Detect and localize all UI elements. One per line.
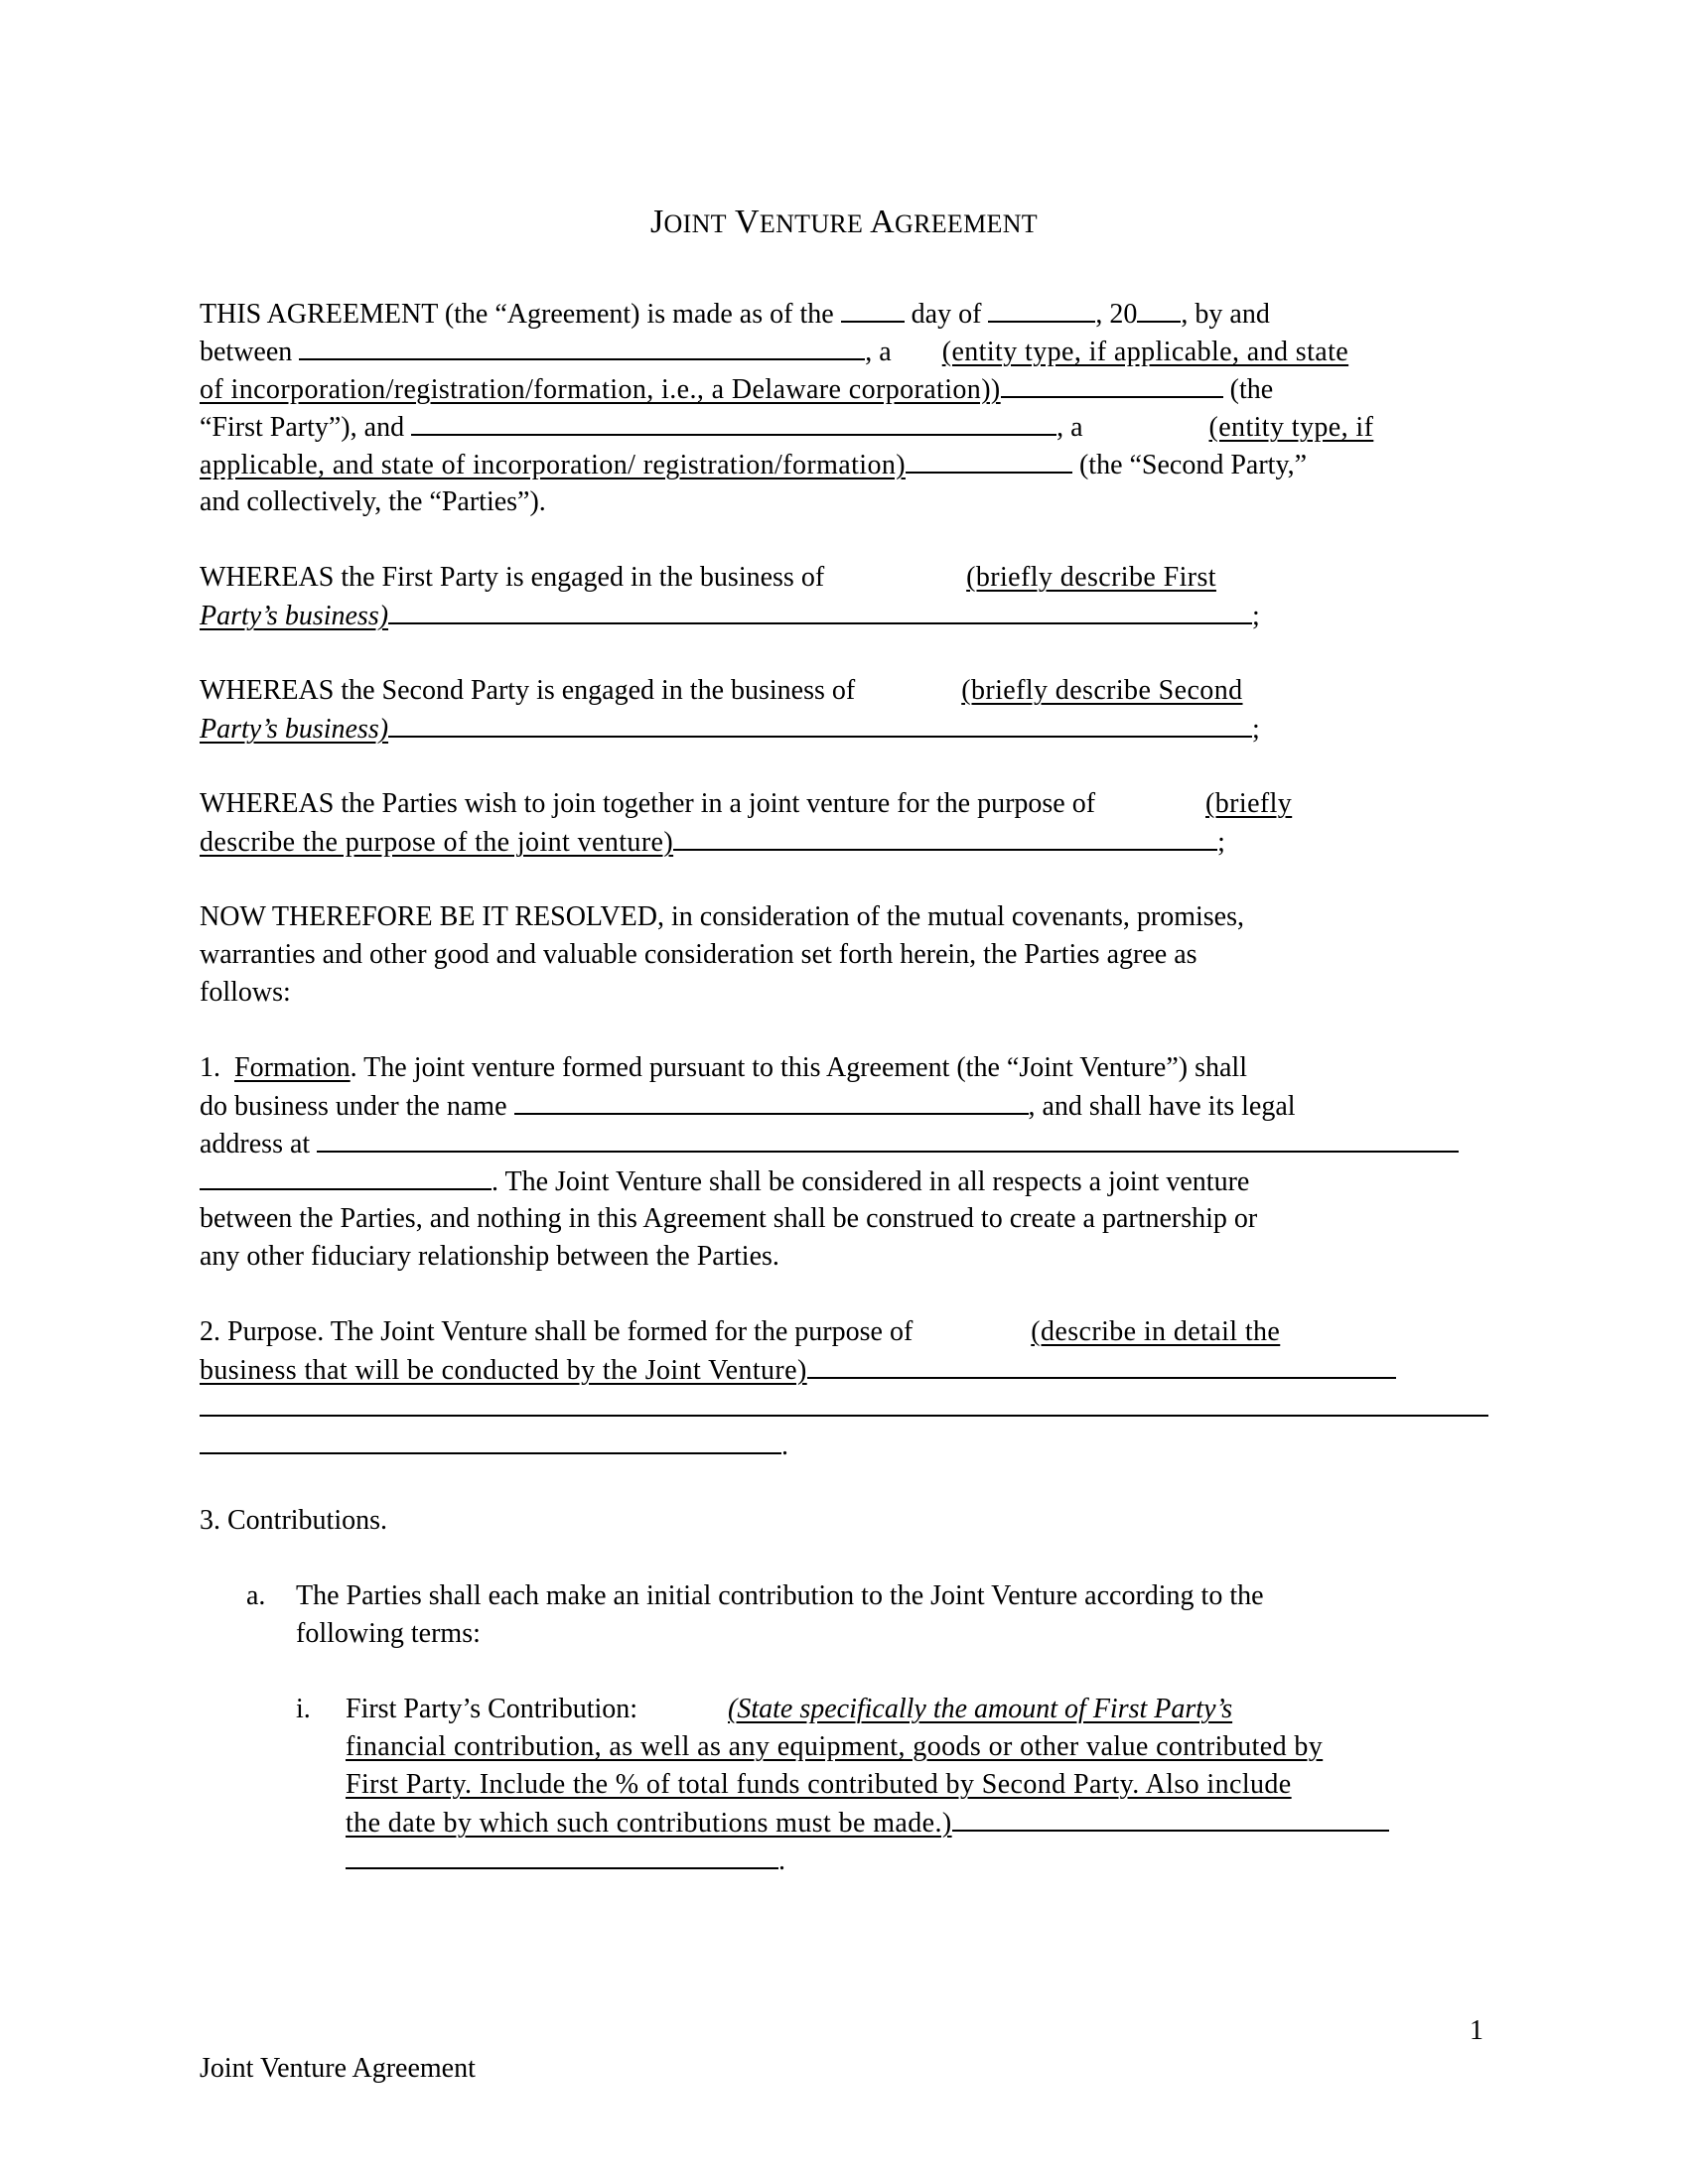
- text-span: warranties and other good and valuable consideration set forth herein, the Parties agree as: [200, 939, 1197, 970]
- text-span: (entity type, if applicable, and state: [941, 337, 1349, 367]
- text-span: , by and: [1181, 299, 1270, 330]
- text-span: , a: [865, 337, 892, 367]
- formation-heading: Formation: [234, 1052, 351, 1083]
- second-party-business-blank: [388, 710, 1252, 738]
- text-span: between: [200, 337, 293, 367]
- contribution-i-line-5: [346, 1842, 785, 1880]
- text-span: applicable, and state of incorporation/ registration/formation): [200, 450, 906, 480]
- month-blank: [988, 295, 1095, 323]
- formation-line-4: [200, 1162, 1249, 1201]
- text-span: (the “Second Party,”: [1078, 450, 1308, 480]
- resolved-line-1: [200, 898, 1244, 936]
- text-span: (State specifically the amount of First Party’s: [728, 1694, 1233, 1724]
- intro-line-6: [200, 483, 546, 521]
- purpose-line-4: [200, 1427, 788, 1465]
- legal-address-blank-cont: [200, 1162, 492, 1190]
- intro-line-2: [200, 333, 1348, 371]
- blank-spacer: [831, 560, 966, 586]
- text-span: J: [650, 204, 664, 240]
- whereas-first-party-line-1: [200, 559, 1216, 597]
- text-span: (briefly: [1205, 788, 1293, 819]
- text-span: . The Joint Venture shall be considered in all respects a joint venture: [492, 1166, 1250, 1197]
- contribution-a-line-1: [296, 1577, 1264, 1615]
- text-span: (briefly describe Second: [961, 675, 1243, 706]
- second-party-entity-blank: [906, 446, 1072, 474]
- formation-line-6: [200, 1238, 779, 1276]
- contribution-blank: [952, 1804, 1389, 1832]
- purpose-blank: [673, 823, 1217, 851]
- blank-spacer: [1102, 786, 1205, 812]
- page-number: 1: [1470, 2015, 1483, 2046]
- text-span: the date by which such contributions must be made.): [346, 1808, 952, 1839]
- contributions-heading: [200, 1502, 387, 1540]
- blank-spacer: [1090, 410, 1209, 436]
- text-span: , and shall have its legal: [1028, 1091, 1296, 1122]
- text-span: V: [735, 204, 760, 240]
- text-span: , 20: [1095, 299, 1138, 330]
- whereas-second-party-line-2: [200, 710, 1260, 749]
- jv-name-blank: [514, 1087, 1029, 1115]
- text-span: between the Parties, and nothing in this Agreement shall be construed to create a partnership or: [200, 1203, 1258, 1234]
- text-span: . The joint venture formed pursuant to this Agreement (the “Joint Venture”) shall: [350, 1052, 1247, 1083]
- contribution-i-line-3: [346, 1766, 1292, 1804]
- blank-spacer: [862, 673, 961, 699]
- formation-line-1: [200, 1049, 1247, 1087]
- blank-spacer: [644, 1692, 728, 1717]
- text-span: NOW THEREFORE BE IT RESOLVED, in consideration of the mutual covenants, promises,: [200, 901, 1244, 932]
- text-span: ENTURE: [759, 209, 864, 238]
- whereas-first-party-line-2: [200, 597, 1260, 635]
- contribution-i-line-1: [346, 1691, 1232, 1728]
- text-span: financial contribution, as well as any equipment, goods or other value contributed by: [346, 1731, 1324, 1762]
- text-span: do business under the name: [200, 1091, 507, 1122]
- resolved-line-2: [200, 936, 1197, 974]
- purpose-line-3: [200, 1389, 1488, 1428]
- contribution-blank-2: [346, 1842, 778, 1869]
- text-span: .: [778, 1845, 785, 1876]
- purpose-detail-blank-2: [200, 1389, 1488, 1417]
- legal-address-blank: [317, 1125, 1459, 1153]
- text-span: First Party’s Contribution: [346, 1694, 631, 1724]
- first-party-entity-blank: [1001, 370, 1223, 398]
- text-span: following terms:: [296, 1618, 481, 1649]
- contribution-i-marker: [296, 1691, 311, 1728]
- text-span: business that will be conducted by the Joint Venture): [200, 1355, 807, 1386]
- contribution-i-line-4: [346, 1804, 1389, 1843]
- first-party-name-blank: [299, 333, 865, 360]
- text-span: describe the purpose of the joint venture): [200, 827, 674, 858]
- text-span: day of: [911, 299, 982, 330]
- text-span: 2. Purpose. The Joint Venture shall be formed for the purpose of: [200, 1316, 914, 1347]
- blank-spacer: [919, 1314, 1031, 1340]
- intro-line-3: [200, 370, 1273, 409]
- text-span: , a: [1056, 412, 1083, 443]
- resolved-line-3: [200, 974, 291, 1012]
- text-span: Party’s business): [200, 714, 389, 745]
- intro-line-1: [200, 295, 1270, 334]
- text-span: ;: [1252, 714, 1260, 745]
- text-span: “First Party”), and: [200, 412, 405, 443]
- contribution-a-line-2: [296, 1615, 481, 1653]
- text-span: 3. Contributions.: [200, 1505, 388, 1536]
- whereas-purpose-line-2: [200, 823, 1225, 862]
- formation-line-5: [200, 1200, 1257, 1238]
- text-span: of incorporation/registration/formation, i.e., a Delaware corporation)): [200, 374, 1001, 405]
- purpose-line-2: [200, 1351, 1396, 1390]
- text-span: THIS AGREEMENT (the “Agreement) is made as of the: [200, 299, 834, 330]
- whereas-purpose-line-1: [200, 785, 1292, 823]
- contribution-a-marker: [246, 1577, 265, 1615]
- whereas-second-party-line-1: [200, 672, 1243, 710]
- text-span: (the: [1229, 374, 1274, 405]
- purpose-detail-blank-3: [200, 1427, 781, 1454]
- purpose-line-1: [200, 1313, 1280, 1351]
- text-span: First Party. Include the % of total funds contributed by Second Party. Also include: [346, 1769, 1292, 1800]
- text-span: WHEREAS the Second Party is engaged in the business of: [200, 675, 856, 706]
- intro-line-4: [200, 408, 1373, 447]
- blank-spacer: [899, 335, 942, 360]
- text-span: any other fiduciary relationship between the Parties.: [200, 1241, 779, 1272]
- text-span: ;: [1217, 827, 1225, 858]
- document-title: [0, 204, 1688, 241]
- formation-line-3: [200, 1125, 1459, 1163]
- contribution-i-line-2: [346, 1728, 1323, 1766]
- text-span: .: [781, 1431, 788, 1461]
- text-span: a.: [246, 1580, 266, 1611]
- day-blank: [841, 295, 905, 323]
- text-span: address at: [200, 1129, 311, 1160]
- first-party-business-blank: [388, 597, 1252, 624]
- text-span: 1.: [200, 1052, 220, 1083]
- text-span: (entity type, if: [1208, 412, 1374, 443]
- text-span: (briefly describe First: [966, 562, 1216, 593]
- text-span: OINT: [663, 209, 727, 238]
- text-span: A: [870, 204, 896, 240]
- text-span: Party’s business): [200, 601, 389, 631]
- text-span: ;: [1252, 601, 1260, 631]
- intro-line-5: [200, 446, 1307, 484]
- second-party-name-blank: [411, 408, 1056, 436]
- text-span: :: [630, 1694, 638, 1724]
- formation-line-2: [200, 1087, 1296, 1126]
- text-span: GREEMENT: [895, 209, 1038, 238]
- text-span: The Parties shall each make an initial contribution to the Joint Venture according to the: [296, 1580, 1264, 1611]
- text-span: follows:: [200, 977, 291, 1008]
- year-blank: [1137, 295, 1181, 323]
- text-span: WHEREAS the First Party is engaged in the business of: [200, 562, 825, 593]
- text-span: and collectively, the “Parties”).: [200, 486, 546, 517]
- page-footer: Joint Venture Agreement: [200, 2053, 476, 2084]
- text-span: WHEREAS the Parties wish to join together in a joint venture for the purpose of: [200, 788, 1096, 819]
- purpose-detail-blank: [807, 1351, 1396, 1379]
- text-span: i.: [296, 1694, 311, 1724]
- text-span: (describe in detail the: [1031, 1316, 1281, 1347]
